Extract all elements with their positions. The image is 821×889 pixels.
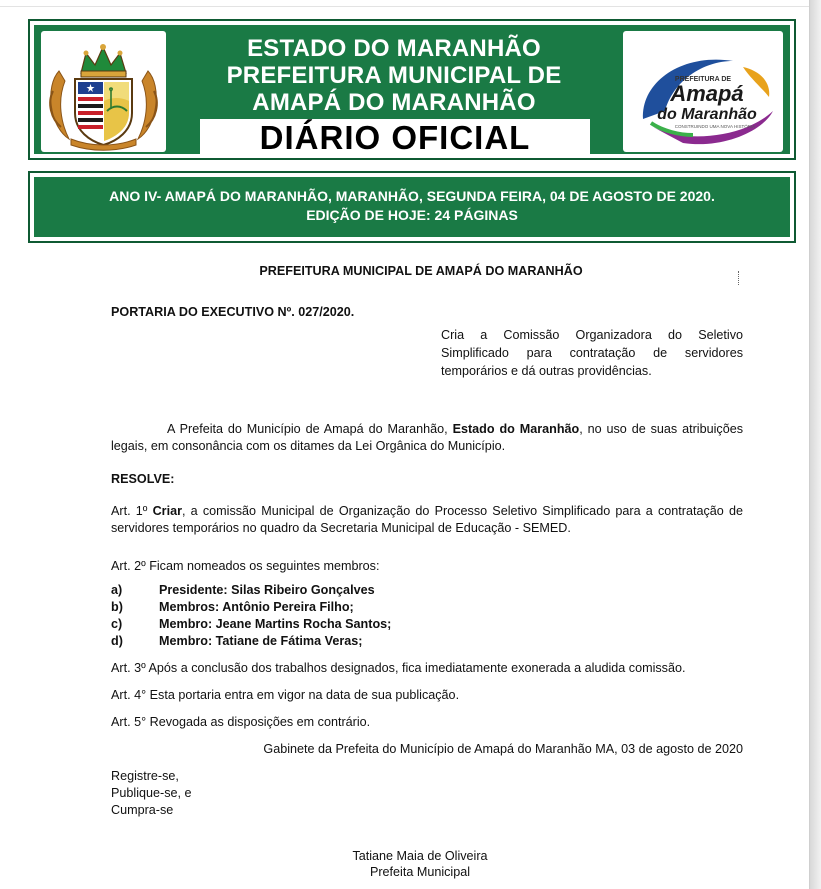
- member-letter: b): [111, 600, 123, 614]
- edition-pages-line: EDIÇÃO DE HOJE: 24 PÁGINAS: [306, 207, 518, 223]
- intro-text: , no uso de suas atribuições: [579, 422, 743, 436]
- ementa-line: temporários e dá outras providências.: [441, 364, 652, 378]
- member-letter: d): [111, 634, 123, 648]
- article-1-line1: [111, 502, 743, 520]
- portaria-number: PORTARIA DO EXECUTIVO Nº. 027/2020.: [111, 305, 355, 319]
- edition-banner: [28, 171, 796, 243]
- member-item: [111, 599, 354, 615]
- signer-role: Prefeita Municipal: [369, 865, 471, 879]
- masthead-title: [174, 35, 614, 116]
- article-1-verb: Criar: [152, 504, 182, 518]
- logo-maranhao-text: do Maranhão: [657, 106, 757, 123]
- ementa-line: Simplificado para contratação de servidores: [441, 346, 743, 360]
- resolve-heading: RESOLVE:: [111, 472, 175, 486]
- article-4: Art. 4° Esta portaria entra em vigor na data de sua publicação.: [111, 688, 460, 702]
- intro-state-bold: Estado do Maranhão: [452, 422, 580, 436]
- masthead-green-panel: [34, 25, 790, 154]
- edition-banner-panel: [34, 177, 790, 237]
- margin-mark: [738, 271, 741, 285]
- article-1-prefix: Art. 1º: [111, 504, 153, 518]
- edition-date-line: ANO IV- AMAPÁ DO MARANHÃO, MARANHÃO, SEGUNDA FEIRA, 04 DE AGOSTO DE 2020.: [109, 188, 715, 204]
- logo-amapa-text: Amapá: [670, 81, 744, 106]
- member-name: Membro: Jeane Martins Rocha Santos;: [159, 617, 392, 631]
- member-name: Membro: Tatiane de Fátima Veras;: [159, 634, 363, 648]
- org-title: PREFEITURA MUNICIPAL DE AMAPÁ DO MARANHÃO: [259, 264, 583, 278]
- publique-line: Publique-se, e: [111, 786, 192, 800]
- logo-tagline-text: CONSTRUINDO UMA NOVA HISTÓRIA: [674, 124, 756, 129]
- member-item: [111, 582, 375, 598]
- article-2: Art. 2º Ficam nomeados os seguintes membros:: [111, 559, 380, 573]
- member-letter: a): [111, 583, 123, 597]
- intro-paragraph-line1: [167, 420, 743, 438]
- intro-paragraph-line2: legais, em consonância com os ditames da Lei Orgânica do Município.: [111, 439, 506, 453]
- registre-line: Registre-se,: [111, 769, 179, 783]
- intro-text: A Prefeita do Município de Amapá do Maranhão,: [167, 422, 453, 436]
- ementa-line: Cria a Comissão Organizadora do Seletivo: [441, 328, 743, 342]
- article-3: Art. 3º Após a conclusão dos trabalhos designados, fica imediatamente exonerada a aludida comissão.: [111, 661, 686, 675]
- masthead-line-state: ESTADO DO MARANHÃO: [247, 35, 541, 62]
- masthead-line-municipio: AMAPÁ DO MARANHÃO: [252, 89, 536, 116]
- article-5: Art. 5° Revogada as disposições em contrário.: [111, 715, 371, 729]
- diario-oficial-title: DIÁRIO OFICIAL: [200, 119, 590, 157]
- masthead-line-prefeitura: PREFEITURA MUNICIPAL DE: [226, 62, 562, 89]
- member-letter: c): [111, 617, 123, 631]
- page-shadow: [810, 0, 821, 889]
- member-name: Membros: Antônio Pereira Filho;: [159, 600, 354, 614]
- municipal-logo: [623, 31, 783, 152]
- article-1-text: , a comissão Municipal de Organização do Processo Seletivo Simplificado para a contratação de: [181, 504, 743, 518]
- masthead: [28, 19, 796, 160]
- member-item: [111, 633, 362, 649]
- cumpra-line: Cumpra-se: [111, 803, 174, 817]
- signer-name: Tatiane Maia de Oliveira: [352, 849, 488, 863]
- logo-prefeitura-text: PREFEITURA DE: [674, 76, 732, 83]
- coat-of-arms-icon: [41, 31, 166, 152]
- member-item: [111, 616, 391, 632]
- member-name: Presidente: Silas Ribeiro Gonçalves: [159, 583, 375, 597]
- article-1-line2: servidores temporários no quadro da Secretaria Municipal de Educação - SEMED.: [111, 521, 571, 535]
- gabinete-dateline: Gabinete da Prefeita do Município de Amapá do Maranhão MA, 03 de agosto de 2020: [263, 742, 743, 756]
- amapa-logo-icon: [623, 31, 783, 152]
- page-edge: [0, 6, 810, 7]
- state-coat-of-arms: [41, 31, 166, 152]
